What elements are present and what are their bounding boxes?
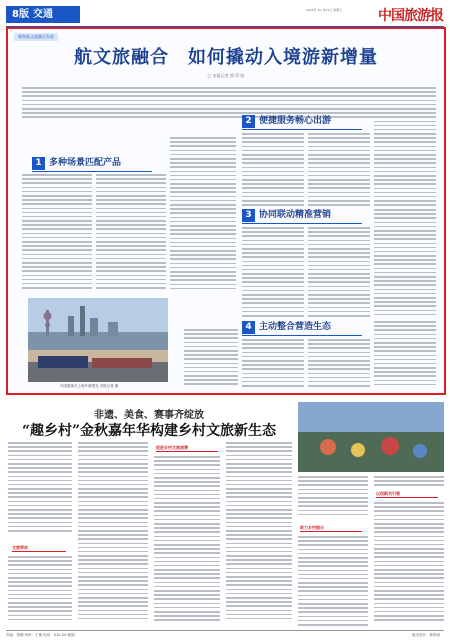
subhead: 以创新为引领 <box>376 490 438 498</box>
text-column <box>184 329 238 388</box>
story2-kicker: 非遗、美食、赛事齐绽放 <box>94 410 204 421</box>
page-footer <box>6 630 444 638</box>
feature-title: 航文旅融合 如何撬动入境游新增量 <box>74 47 378 68</box>
footer-designer: 版式设计：林锦涛 <box>412 633 440 637</box>
text-column <box>374 476 444 489</box>
text-column <box>154 456 220 624</box>
feature-article: 聚焦航文旅融合发展 航文旅融合 如何撬动入境游新增量 □ 本报记者 徐 印 同 1 多种场景匹配产品 2 便捷服务畅心出游 3 协同联动精准营销 4 主动整合营造生态 <box>6 27 446 395</box>
text-column <box>374 502 444 623</box>
text-column <box>8 556 72 623</box>
text-column <box>22 174 92 291</box>
text-column <box>242 133 304 208</box>
second-article <box>6 400 446 636</box>
festival-photo <box>298 402 444 472</box>
photo-caption: 外国游客在上海外滩观光 本报记者 摄 <box>60 384 119 388</box>
page-header <box>6 4 444 26</box>
text-column <box>374 321 436 388</box>
feature-kicker: 聚焦航文旅融合发展 <box>14 33 58 41</box>
date-line: 2025年 10 月31日 星期五 <box>306 8 343 12</box>
subhead: 助力乡村振兴 <box>300 524 362 532</box>
text-column <box>298 536 368 628</box>
page-badge: 8版 交通 <box>6 6 80 23</box>
lead-paragraph <box>22 87 432 121</box>
subhead: 促进乡村文旅消费 <box>156 444 218 452</box>
bund-photo <box>28 298 168 382</box>
text-column <box>308 133 370 208</box>
feature-byline: □ 本报记者 徐 印 同 <box>207 73 245 78</box>
text-column <box>374 209 436 318</box>
text-column <box>374 87 436 208</box>
text-column <box>308 227 370 319</box>
text-column <box>8 442 72 534</box>
story2-title: “趣乡村”金秋嘉年华构建乡村文旅新生态 <box>21 423 277 439</box>
text-column <box>242 339 304 389</box>
text-column <box>308 339 370 389</box>
text-column <box>96 174 166 291</box>
text-column <box>242 227 304 319</box>
subhead: 文旅带动 <box>12 544 66 552</box>
text-column <box>226 442 292 622</box>
text-column <box>78 442 148 622</box>
footer-credits: 责编：张顺 终审：王敏 电话：010-XX 邮箱： <box>6 633 79 637</box>
text-column <box>298 476 368 518</box>
masthead: 中国旅游报 <box>378 8 443 24</box>
text-column <box>170 137 236 292</box>
